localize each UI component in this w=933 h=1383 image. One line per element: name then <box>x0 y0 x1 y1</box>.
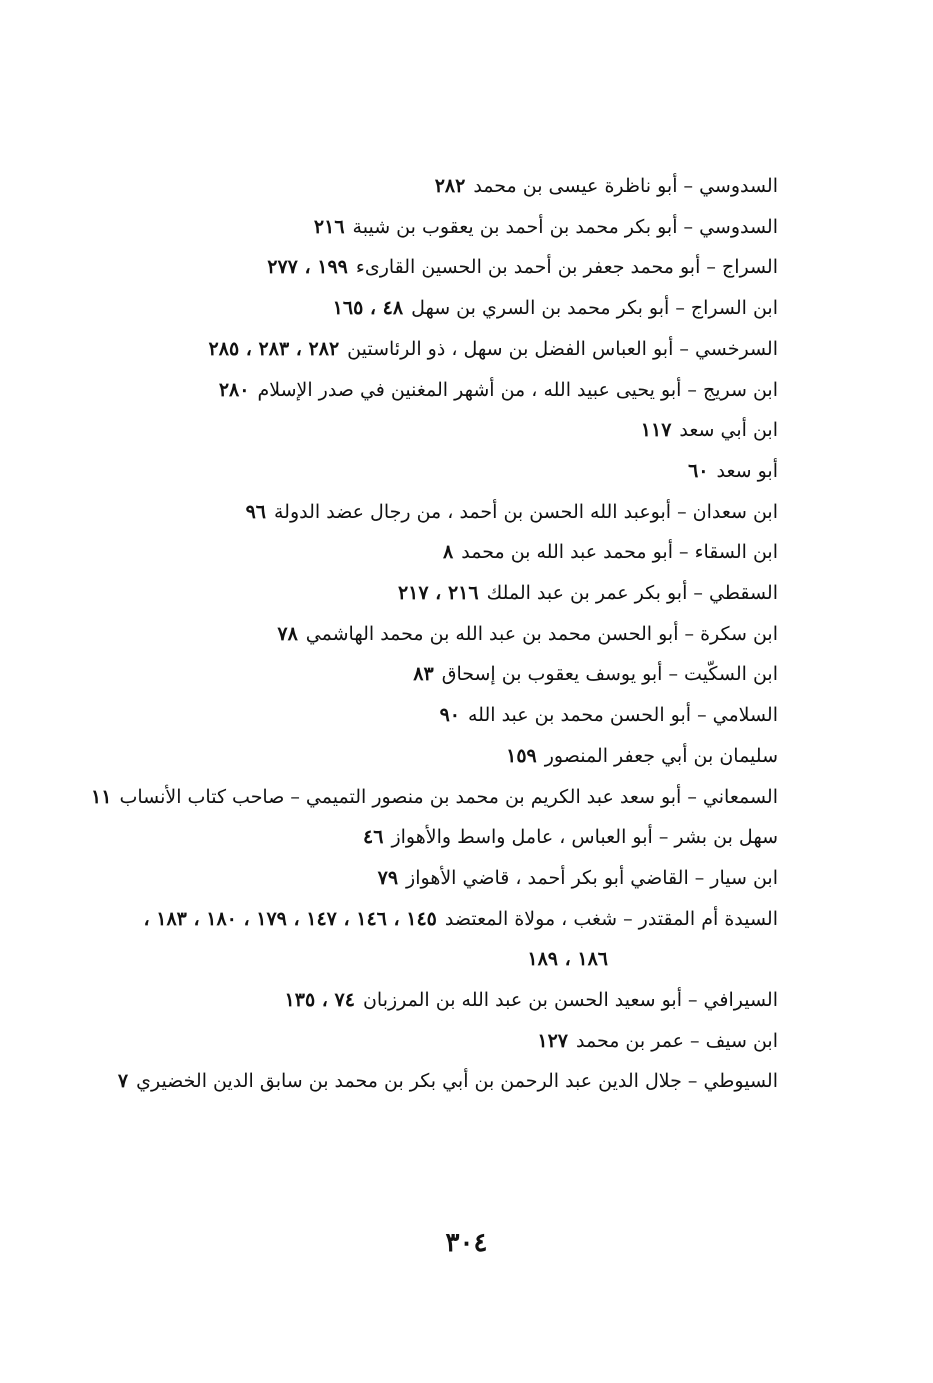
entry-pages: ٧٨ <box>277 622 298 645</box>
entry-name: السمعاني – أبو سعد عبد الكريم بن محمد بن منصور التميمي – صاحب كتاب الأنساب <box>119 785 778 808</box>
index-list <box>78 166 778 1102</box>
index-entry <box>78 288 778 329</box>
entry-name: سليمان بن أبي جعفر المنصور <box>544 744 778 767</box>
entry-pages: ١٩٩ ، ٢٧٧ <box>267 256 348 279</box>
entry-name: السيدة أم المقتدر – شغب ، مولاة المعتضد <box>444 907 778 930</box>
index-entry <box>78 654 778 695</box>
index-entry <box>78 817 778 858</box>
index-entry <box>78 695 778 736</box>
entry-pages-continued: ١٨٦ ، ١٨٩ <box>527 948 608 971</box>
index-entry <box>78 329 778 370</box>
entry-pages: ٩٦ <box>245 500 266 523</box>
index-entry <box>78 451 778 492</box>
index-entry <box>78 492 778 533</box>
entry-name: السلامي – أبو الحسن محمد بن عبد الله <box>467 704 778 727</box>
index-entry <box>23 777 778 818</box>
entry-name: السدوسي – أبو بكر محمد بن أحمد بن يعقوب بن شيبة <box>352 215 778 238</box>
entry-name: ابن السقاء – أبو محمد عبد الله بن محمد <box>461 541 778 564</box>
entry-pages: ٨٣ <box>413 663 434 686</box>
entry-pages: ٢٨٢ <box>434 175 466 197</box>
index-entry <box>78 736 778 777</box>
entry-pages: ٢١٦ ، ٢١٧ <box>397 582 479 605</box>
index-entry <box>78 532 778 573</box>
entry-pages: ٤٨ ، ١٦٥ <box>332 297 404 320</box>
entry-pages: ١٢٧ <box>537 1029 568 1052</box>
index-entry <box>78 207 778 248</box>
entry-pages: ٨ <box>443 541 454 564</box>
page-number: ٣٠٤ <box>445 1228 488 1258</box>
index-entry <box>78 370 778 411</box>
entry-pages: ٢٨٢ ، ٢٨٣ ، ٢٨٥ <box>208 337 340 360</box>
index-entry <box>78 573 778 614</box>
entry-pages: ٤٦ <box>363 826 384 849</box>
index-entry <box>78 166 778 207</box>
entry-name: ابن أبي سعد <box>679 419 778 442</box>
entry-name: السيوطي – جلال الدين عبد الرحمن بن أبي بكر بن محمد بن سابق الدين الخضيري <box>136 1070 778 1093</box>
entry-pages: ١١ <box>91 785 112 808</box>
entry-pages: ٢٨٠ <box>218 378 250 401</box>
entry-name: السدوسي – أبو ناظرة عيسى بن محمد <box>473 175 778 197</box>
entry-pages: ١٤٥ ، ١٤٦ ، ١٤٧ ، ١٧٩ ، ١٨٠ ، ١٨٣ ، <box>143 907 437 930</box>
entry-name: ابن سكرة – أبو الحسن محمد بن عبد الله بن محمد الهاشمي <box>305 622 778 645</box>
entry-name: ابن سيف – عمر بن محمد <box>575 1029 778 1052</box>
entry-pages: ٦٠ <box>688 459 709 482</box>
index-entry <box>78 1021 778 1062</box>
entry-pages: ٧٤ ، ١٣٥ <box>284 989 355 1012</box>
entry-pages: ٩٠ <box>439 704 460 727</box>
entry-name: سهل بن بشر – أبو العباس ، عامل واسط والأهواز <box>391 826 778 849</box>
index-entry <box>78 858 778 899</box>
index-entry <box>78 1061 778 1102</box>
entry-name: ابن السكّيت – أبو يوسف يعقوب بن إسحاق <box>441 663 778 686</box>
index-entry <box>78 410 778 451</box>
entry-name: ابن السراج – أبو بكر محمد بن السري بن سهل <box>411 297 778 320</box>
entry-pages: ٧ <box>117 1070 129 1093</box>
entry-name: السرخسي – أبو العباس الفضل بن سهل ، ذو الرئاستين <box>347 337 778 360</box>
entry-pages: ٧٩ <box>377 866 399 889</box>
index-entry <box>78 247 778 288</box>
entry-name: ابن سعدان – أبوعبد الله الحسن بن أحمد ، من رجال عضد الدولة <box>273 500 778 523</box>
entry-name: السقطي – أبو بكر عمر بن عبد الملك <box>486 582 778 605</box>
entry-name: أبو سعد <box>716 459 778 482</box>
entry-pages: ١١٧ <box>640 419 672 442</box>
entry-name: السيرافي – أبو سعيد الحسن بن عبد الله بن المرزبان <box>362 989 778 1012</box>
index-entry <box>78 614 778 655</box>
entry-name: السراج – أبو محمد جعفر بن أحمد بن الحسين القارىء <box>355 256 778 279</box>
index-entry <box>78 980 778 1021</box>
index-entry <box>23 899 778 980</box>
entry-name: ابن سيار – القاضي أبو بكر أحمد ، قاضي الأهواز <box>406 866 778 889</box>
entry-name: ابن سريج – أبو يحيى عبيد الله ، من أشهر المغنين في صدر الإسلام <box>257 378 778 401</box>
entry-pages: ١٥٩ <box>506 744 537 767</box>
entry-pages: ٢١٦ <box>313 215 345 238</box>
